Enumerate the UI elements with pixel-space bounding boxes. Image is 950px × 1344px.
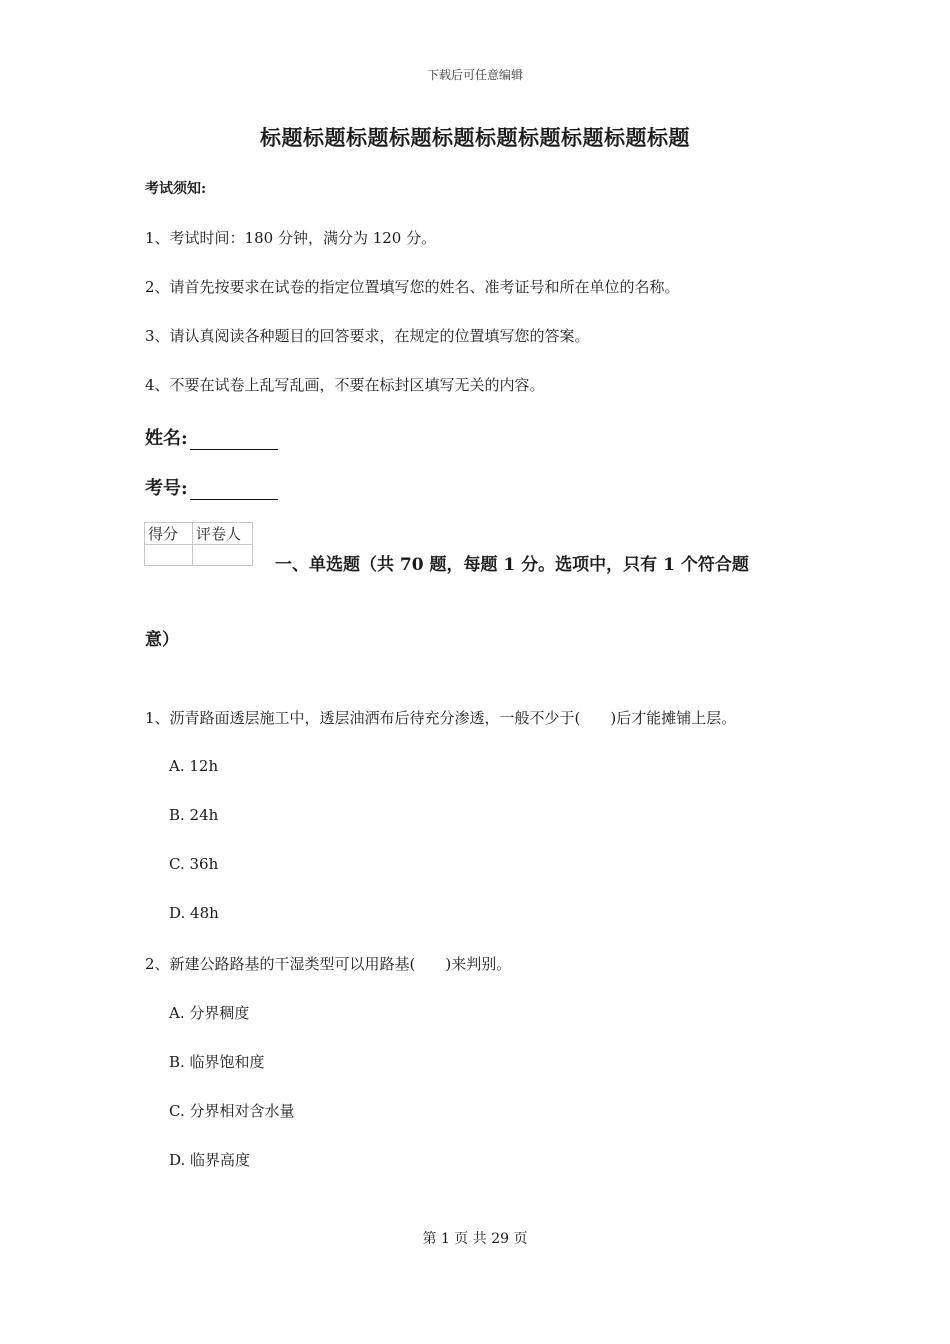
question-option: D. 临界高度 <box>169 1151 251 1169</box>
section-title-continued: 意） <box>145 630 179 650</box>
header-note: 下载后可任意编辑 <box>426 68 523 82</box>
exam-id-blank-line <box>190 481 278 500</box>
question-option: D. 48h <box>169 904 219 922</box>
question-option: B. 24h <box>169 806 219 824</box>
section-title: 一、单选题（共 70 题，每题 1 分。选项中，只有 1 个符合题 <box>275 555 749 575</box>
question-option: A. 分界稠度 <box>169 1004 250 1022</box>
notice-item: 3、请认真阅读各种题目的回答要求，在规定的位置填写您的答案。 <box>145 327 590 345</box>
notice-item: 1、考试时间：180 分钟，满分为 120 分。 <box>145 229 437 247</box>
document-title: 标题标题标题标题标题标题标题标题标题标题 <box>260 125 690 150</box>
notice-heading: 考试须知: <box>145 181 207 197</box>
exam-id-field <box>145 474 278 500</box>
question-stem: 1、沥青路面透层施工中，透层油洒布后待充分渗透，一般不少于( )后才能摊铺上层。 <box>145 709 737 727</box>
exam-id-label: 考号: <box>145 478 188 499</box>
page-footer: 第 1 页 共 29 页 <box>422 1231 528 1247</box>
score-table-header-row <box>145 523 253 545</box>
name-blank-line <box>190 431 278 450</box>
grader-header-cell: 评卷人 <box>193 523 253 545</box>
question-option: A. 12h <box>169 757 219 775</box>
notice-item: 4、不要在试卷上乱写乱画，不要在标封区填写无关的内容。 <box>145 376 545 394</box>
name-field <box>145 424 278 450</box>
question-option: C. 36h <box>169 855 219 873</box>
score-header-cell: 得分 <box>145 523 193 545</box>
score-table-blank-row <box>145 545 253 566</box>
question-stem: 2、新建公路路基的干湿类型可以用路基( )来判别。 <box>145 955 512 973</box>
score-table <box>144 522 253 566</box>
name-label: 姓名: <box>145 428 188 449</box>
question-option: B. 临界饱和度 <box>169 1053 265 1071</box>
question-option: C. 分界相对含水量 <box>169 1102 295 1120</box>
notice-item: 2、请首先按要求在试卷的指定位置填写您的姓名、准考证号和所在单位的名称。 <box>145 278 680 296</box>
score-blank-cell <box>145 545 193 566</box>
grader-blank-cell <box>193 545 253 566</box>
